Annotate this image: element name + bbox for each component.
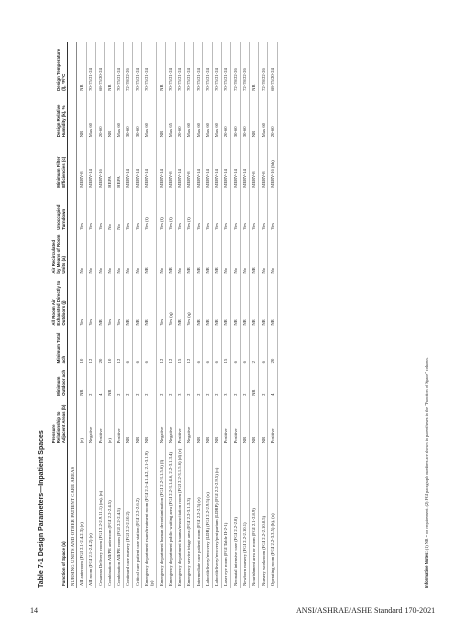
- table-cell: MERV-14: [231, 139, 240, 190]
- section-label: NURSING UNITS AND OTHER PATIENT CARE AREAS: [68, 42, 77, 588]
- table-cell: 15: [221, 328, 230, 366]
- table-cell: 2: [166, 365, 175, 398]
- table-cell: Yes: [86, 276, 95, 328]
- table-row: [203, 42, 212, 588]
- table-cell: NR: [212, 276, 221, 328]
- table-cell: Yes: [259, 190, 268, 232]
- table-row: [194, 42, 203, 588]
- table-cell: Yes: [203, 190, 212, 232]
- table-cell: 70-75/21-24: [114, 42, 123, 93]
- table-cell: NR: [142, 276, 157, 328]
- table-cell: Positive: [268, 398, 277, 445]
- table-cell: No: [175, 232, 184, 276]
- header-cell: Minimum Outdoor ach: [50, 365, 68, 398]
- table-cell: Labor/delivery/recovery (LDR) (FGI 2.2-2.9.5) (o): [203, 445, 212, 588]
- table-cell: Positive: [231, 398, 240, 445]
- table-row: [240, 42, 249, 588]
- table-cell: Negative: [166, 398, 175, 445]
- table-cell: No: [77, 232, 86, 276]
- table-cell: No: [96, 232, 105, 276]
- table-cell: No: [133, 232, 142, 276]
- table-cell: 2: [86, 365, 95, 398]
- table-cell: Yes: [268, 190, 277, 232]
- table-cell: Positive: [96, 398, 105, 445]
- table-cell: Yes: [221, 190, 230, 232]
- table-cell: 2: [203, 365, 212, 398]
- table-cell: 20-60: [175, 93, 184, 139]
- table-cell: 4: [268, 365, 277, 398]
- table-cell: NR: [249, 232, 258, 276]
- table-cell: HEPA: [105, 139, 114, 190]
- table-cell: Emergency department human decontamination (FGI 2.2-3.1.5.6) (l): [157, 445, 166, 588]
- table-cell: 6: [194, 328, 203, 366]
- table-cell: Positive: [175, 398, 184, 445]
- table-cell: Newborn nursery (FGI 2.2-2.10.1): [240, 445, 249, 588]
- table-cell: Yes (q): [166, 276, 175, 328]
- table-cell: 68-75/20-24: [268, 42, 277, 93]
- table-cell: NR: [133, 276, 142, 328]
- table-cell: 10: [105, 328, 114, 366]
- table-cell: No: [123, 232, 132, 276]
- table-cell: NR: [268, 276, 277, 328]
- table-row: [259, 42, 268, 588]
- table-cell: Negative: [157, 398, 166, 445]
- table-cell: 20-60: [96, 93, 105, 139]
- table-cell: 2: [184, 365, 193, 398]
- table-cell: Yes (q): [184, 276, 193, 328]
- table-cell: 6: [123, 328, 132, 366]
- table-cell: Neonatal intensive care (FGI 2.2-2.8): [231, 445, 240, 588]
- table-cell: Max 60: [212, 93, 221, 139]
- table-cell: Combination AII/PE anteroom (FGI 2.2-2.4.5): [105, 445, 114, 588]
- table-cell: 2: [194, 365, 203, 398]
- table-cell: 2: [249, 328, 258, 366]
- table-cell: 3: [175, 365, 184, 398]
- table-cell: 6: [133, 328, 142, 366]
- design-parameters-table: [50, 42, 278, 588]
- table-cell: Max 60: [259, 93, 268, 139]
- page-number: 14: [30, 606, 38, 615]
- table-cell: Yes (f): [157, 190, 166, 232]
- table-cell: NR: [166, 232, 175, 276]
- table-cell: MERV-8: [249, 139, 258, 190]
- table-cell: MERV-16: [96, 139, 105, 190]
- table-cell: 70-75/21-24: [221, 42, 230, 93]
- table-cell: Yes: [175, 190, 184, 232]
- table-cell: 20-60: [268, 93, 277, 139]
- table-row: [212, 42, 221, 588]
- table-cell: Yes (f): [142, 190, 157, 232]
- table-cell: NR: [249, 42, 258, 93]
- table-cell: Yes: [212, 190, 221, 232]
- table-cell: NR: [203, 232, 212, 276]
- table-cell: 72-78/22-26: [231, 42, 240, 93]
- table-cell: 30-60: [133, 93, 142, 139]
- table-cell: NR: [105, 42, 114, 93]
- rotated-table-container: [36, 42, 436, 588]
- table-cell: 30-60: [231, 93, 240, 139]
- table-cell: Yes (f): [166, 190, 175, 232]
- table-cell: NR: [249, 398, 258, 445]
- table-cell: Yes: [77, 190, 86, 232]
- table-cell: Max 60: [142, 93, 157, 139]
- table-cell: NR: [123, 398, 132, 445]
- table-cell: NR: [240, 276, 249, 328]
- table-cell: Laser eye room (FGI Table II-2-1): [221, 445, 230, 588]
- table-cell: 20: [268, 328, 277, 366]
- table-cell: 6: [231, 328, 240, 366]
- table-cell: NR: [77, 42, 86, 93]
- table-cell: MERV-14: [203, 139, 212, 190]
- table-cell: NR: [157, 93, 166, 139]
- table-body: [68, 42, 277, 588]
- table-cell: MERV-14: [133, 139, 142, 190]
- table-row: [133, 42, 142, 588]
- table-cell: 2: [142, 365, 157, 398]
- table-row: [86, 42, 95, 588]
- table-cell: MERV-8: [259, 139, 268, 190]
- table-cell: 2: [259, 365, 268, 398]
- table-cell: No: [157, 232, 166, 276]
- table-cell: NR: [194, 276, 203, 328]
- table-cell: 3: [221, 365, 230, 398]
- table-cell: No: [268, 232, 277, 276]
- table-cell: 15: [175, 328, 184, 366]
- table-cell: NR: [249, 365, 258, 398]
- table-cell: Continued care nursery (FGI 2.2-2.10.2): [123, 445, 132, 588]
- table-cell: No: [105, 232, 114, 276]
- table-cell: 12: [166, 328, 175, 366]
- table-cell: 70-75/21-24: [184, 42, 193, 93]
- table-cell: Yes: [86, 190, 95, 232]
- table-cell: Emergency service triage area (FGI 2.2-3.1.3.3): [184, 445, 193, 588]
- table-cell: 2: [212, 365, 221, 398]
- table-cell: 12: [86, 328, 95, 366]
- table-cell: 6: [142, 328, 157, 366]
- table-cell: 72-78/22-26: [259, 42, 268, 93]
- table-cell: 70-75/21-24: [166, 42, 175, 93]
- table-cell: Yes: [77, 276, 86, 328]
- table-cell: NR: [133, 398, 142, 445]
- table-cell: MERV-14: [123, 139, 132, 190]
- table-cell: NR: [175, 276, 184, 328]
- header-cell: All Room Air Exhausted Directly to Outdoors (j): [50, 276, 68, 328]
- table-cell: No: [114, 190, 123, 232]
- header-row: [50, 42, 68, 588]
- table-cell: 20: [96, 328, 105, 366]
- table-cell: Negative: [184, 398, 193, 445]
- table-cell: NR: [249, 93, 258, 139]
- table-cell: NR: [105, 365, 114, 398]
- table-cell: Critical care patient care station (FGI 2.2-2.6.2): [133, 445, 142, 588]
- table-title: Table 7-1 Design Parameters—Inpatient Spaces: [38, 430, 45, 588]
- table-cell: MERV-8: [166, 139, 175, 190]
- table-cell: 12: [114, 328, 123, 366]
- table-block: [36, 42, 436, 588]
- table-cell: 70-75/21-24: [194, 42, 203, 93]
- table-cell: No: [114, 232, 123, 276]
- table-row: [175, 42, 184, 588]
- table-cell: Nursery workroom (FGI 2.2-2.10.8.5): [259, 445, 268, 588]
- table-cell: NR: [259, 398, 268, 445]
- table-cell: Yes: [123, 190, 132, 232]
- table-cell: Positive: [221, 398, 230, 445]
- header-cell: Function of Space (a): [50, 445, 68, 588]
- table-cell: 70-75/21-24: [175, 42, 184, 93]
- table-cell: NR: [203, 276, 212, 328]
- table-row: [221, 42, 230, 588]
- table-row: [268, 42, 277, 588]
- table-cell: Combination AII/PE room (FGI 2.2-2.4.5): [114, 445, 123, 588]
- table-cell: Yes: [114, 276, 123, 328]
- table-cell: Max 65: [166, 93, 175, 139]
- table-cell: 30-60: [240, 93, 249, 139]
- table-cell: Yes: [194, 190, 203, 232]
- table-row: [166, 42, 175, 588]
- table-cell: 6: [259, 328, 268, 366]
- table-cell: 6: [212, 328, 221, 366]
- section-row: [68, 42, 77, 588]
- table-cell: Emergency department exam/treatment room (FGI 2.1-4.1.4.2, 2.1-3.1.9) (p): [142, 445, 157, 588]
- table-cell: 2: [231, 365, 240, 398]
- table-cell: 2: [114, 365, 123, 398]
- header-cell: Design Relative Humidity (k), %: [50, 93, 68, 139]
- table-cell: No: [86, 232, 95, 276]
- table-cell: 68-75/20-24: [96, 42, 105, 93]
- table-cell: MERV-14: [157, 139, 166, 190]
- table-row: [114, 42, 123, 588]
- table-cell: Labor/delivery/recovery/postpartum (LDRP) (FGI 2.2-2.9.5) (o): [212, 445, 221, 588]
- table-cell: 20-60: [221, 93, 230, 139]
- table-cell: 12: [157, 328, 166, 366]
- table-cell: No: [231, 232, 240, 276]
- table-cell: Max 60: [114, 93, 123, 139]
- table-row: [142, 42, 157, 588]
- table-cell: MERV-14: [221, 139, 230, 190]
- table-cell: 70-75/21-24: [142, 42, 157, 93]
- table-cell: MERV-14: [86, 139, 95, 190]
- table-row: [96, 42, 105, 588]
- header-cell: Minimum Filter Efficiencies (c): [50, 139, 68, 190]
- footnote-text: (1) NR = no requirement. (2) FGI paragraph numbers are shown in parentheses in the "Function of Space" column.: [424, 357, 429, 551]
- footnote-label: Informative Notes:: [424, 551, 429, 588]
- table-cell: 70-75/21-24: [203, 42, 212, 93]
- table-cell: No: [259, 232, 268, 276]
- table-cell: NR: [105, 93, 114, 139]
- header-cell: Unoccupied Turndown: [50, 190, 68, 232]
- table-row: [157, 42, 166, 588]
- table-cell: Nourishment area or room (FGI 2.1-2.8.9): [249, 445, 258, 588]
- table-cell: 10: [77, 328, 86, 366]
- table-cell: Max 60: [203, 93, 212, 139]
- table-cell: NR: [142, 232, 157, 276]
- header-cell: Minimum Total ach: [50, 328, 68, 366]
- table-cell: (e): [77, 398, 86, 445]
- table-cell: NR: [231, 276, 240, 328]
- table-cell: 2: [123, 365, 132, 398]
- table-cell: Emergency department public waiting area (FGI 2.2-3.1.4.6, 2.2-3.1.3.4): [166, 445, 175, 588]
- table-cell: NR: [77, 365, 86, 398]
- table-cell: 12: [184, 328, 193, 366]
- table-row: [105, 42, 114, 588]
- header-cell: Pressure Relationship to Adjacent Areas (b): [50, 398, 68, 445]
- table-cell: NR: [240, 398, 249, 445]
- table-cell: NR: [96, 276, 105, 328]
- table-cell: NR: [221, 276, 230, 328]
- table-cell: No: [240, 232, 249, 276]
- table-cell: Yes: [96, 190, 105, 232]
- table-cell: NR: [259, 276, 268, 328]
- table-cell: Yes: [105, 276, 114, 328]
- table-cell: Operating room (FGI 2.2-3.3.5) (h), (o): [268, 445, 277, 588]
- table-cell: MERV-14: [240, 139, 249, 190]
- footnote: [424, 357, 429, 588]
- table-cell: 70-75/21-24: [133, 42, 142, 93]
- table-cell: NR: [203, 398, 212, 445]
- standard-name: ANSI/ASHRAE/ASHE Standard 170-2021: [296, 606, 436, 615]
- table-cell: NR: [184, 232, 193, 276]
- table-cell: Yes (f): [184, 190, 193, 232]
- table-cell: Positive: [114, 398, 123, 445]
- table-cell: Intermediate care patient room (FGI 2.2-2.5) (e): [194, 445, 203, 588]
- table-cell: 72-78/22-26: [240, 42, 249, 93]
- table-cell: (e): [105, 398, 114, 445]
- table-cell: Max 60: [184, 93, 193, 139]
- table-cell: 70-75/21-24: [212, 42, 221, 93]
- table-cell: NR: [157, 42, 166, 93]
- table-cell: Yes: [240, 190, 249, 232]
- table-cell: Yes: [157, 276, 166, 328]
- header-cell: Design Temperature (l), °F/°C: [50, 42, 68, 93]
- table-row: [249, 42, 258, 588]
- table-cell: Cesarean Delivery room (FGI 2.2-2.9.11.1) (m), (n): [96, 445, 105, 588]
- table-cell: NR: [212, 398, 221, 445]
- table-cell: No: [221, 232, 230, 276]
- table-cell: 2: [133, 365, 142, 398]
- table-cell: NR: [249, 276, 258, 328]
- table-cell: MERV-8: [184, 139, 193, 190]
- table-cell: 2: [157, 365, 166, 398]
- table-cell: 30-60: [123, 93, 132, 139]
- table-cell: Negative: [86, 398, 95, 445]
- table-cell: MERV-14: [142, 139, 157, 190]
- table-cell: MERV-14: [194, 139, 203, 190]
- table-cell: Yes: [133, 190, 142, 232]
- table-cell: MERV-16 (hh): [268, 139, 277, 190]
- table-cell: NR: [123, 276, 132, 328]
- table-cell: 70-75/21-24: [86, 42, 95, 93]
- table-cell: Yes: [249, 190, 258, 232]
- table-cell: MERV-8: [77, 139, 86, 190]
- table-cell: MERV-14: [212, 139, 221, 190]
- table-cell: 72-78/22-26: [123, 42, 132, 93]
- header-cell: Air Recirculated by Means of Room Units (a): [50, 232, 68, 276]
- table-row: [123, 42, 132, 588]
- table-cell: NR: [194, 398, 203, 445]
- table-cell: NR: [77, 93, 86, 139]
- table-cell: 4: [96, 365, 105, 398]
- table-row: [184, 42, 193, 588]
- table-cell: AII anteroom (FGI 2.1-2.4.2.3) (e): [77, 445, 86, 588]
- table-row: [231, 42, 240, 588]
- table-cell: Max 60: [194, 93, 203, 139]
- table-cell: No: [105, 190, 114, 232]
- table-cell: NR: [194, 232, 203, 276]
- table-cell: NR: [212, 232, 221, 276]
- table-cell: Yes: [231, 190, 240, 232]
- table-cell: Emergency department trauma/resuscitation room (FGI 2.2-3.1.5.6) (d) (e): [175, 445, 184, 588]
- table-row: [77, 42, 86, 588]
- table-cell: NR: [142, 398, 157, 445]
- table-cell: 2: [240, 365, 249, 398]
- table-cell: HEPA: [114, 139, 123, 190]
- table-cell: 6: [203, 328, 212, 366]
- table-cell: AII room (FGI 2.1-2.4.2) (e): [86, 445, 95, 588]
- table-cell: 6: [240, 328, 249, 366]
- table-cell: MERV-14: [175, 139, 184, 190]
- table-cell: Max 60: [86, 93, 95, 139]
